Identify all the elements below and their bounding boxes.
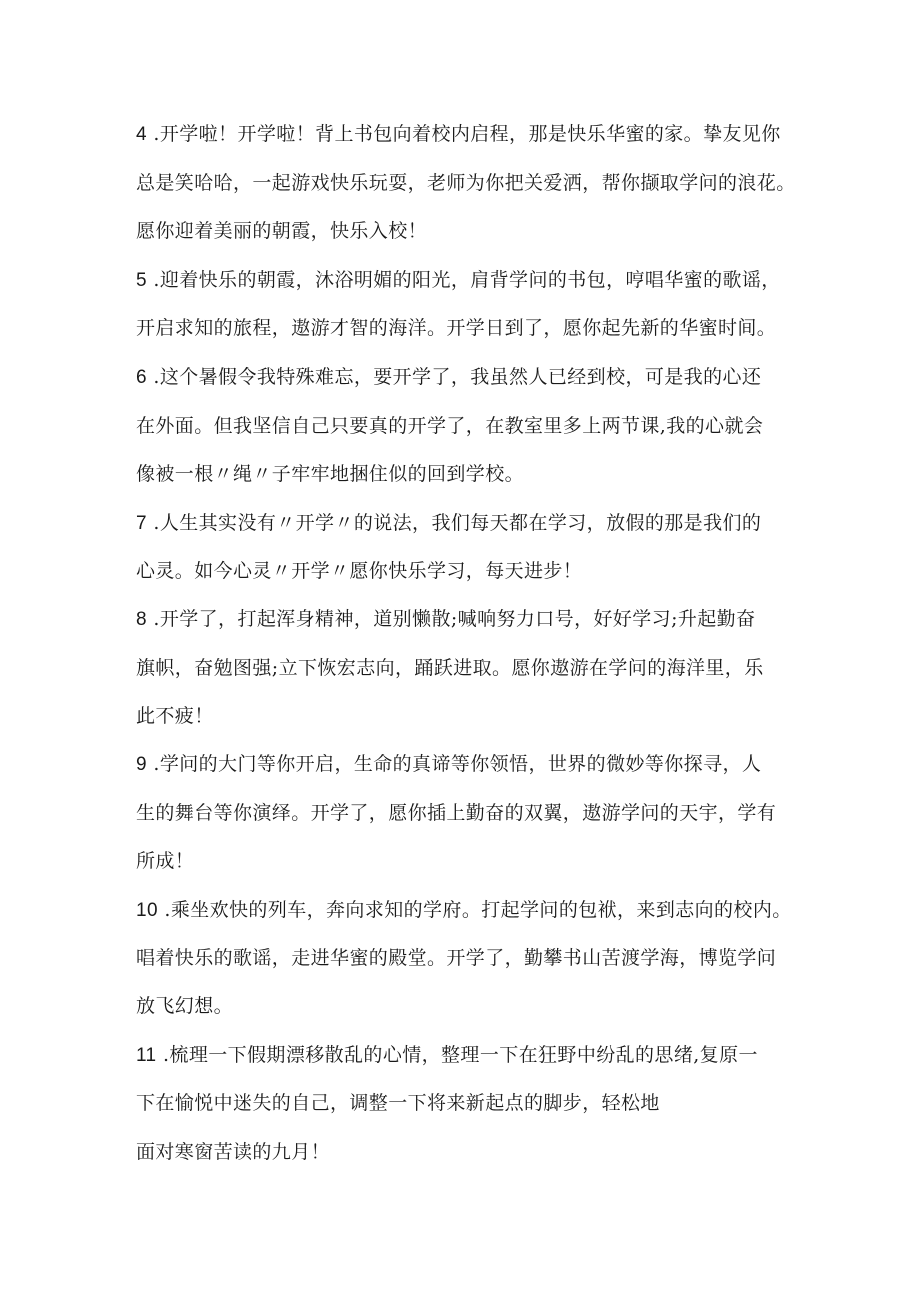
item-number: 6 bbox=[136, 367, 147, 388]
item-text: 旗帜，奋勉图强;立下恢宏志向，踊跃进取。愿你遨游在学问的海洋里，乐 bbox=[136, 657, 764, 679]
item-6-line-1 bbox=[136, 365, 761, 390]
item-4-line-2 bbox=[136, 171, 796, 195]
item-text: 心灵。如今心灵〃开学〃愿你快乐学习，每天进步！ bbox=[136, 560, 583, 582]
item-number: 5 bbox=[136, 270, 147, 291]
item-number: 9 bbox=[136, 754, 147, 775]
item-text: .开学了，打起浑身精神，道别懒散;喊响努力口号，好好学习;升起勤奋 bbox=[153, 608, 756, 630]
item-text: 唱着快乐的歌谣，走进华蜜的殿堂。开学了，勤攀书山苦渡学海，博览学问 bbox=[136, 947, 777, 969]
item-text: 面对寒窗苦读的九月！ bbox=[136, 1141, 331, 1163]
item-text: 下在愉悦中迷失的自己，调整一下将来新起点的脚步，轻松地 bbox=[136, 1092, 660, 1114]
item-text: 在外面。但我坚信自己只要真的开学了，在教室里多上两节课,我的心就会 bbox=[136, 415, 764, 437]
item-text: 生的舞台等你演绎。开学了，愿你插上勤奋的双翼，遨游学问的天宇，学有 bbox=[136, 802, 777, 824]
item-text: 像被一根〃绳〃子牢牢地捆住似的回到学校。 bbox=[136, 463, 525, 485]
item-number: 10 bbox=[136, 900, 158, 921]
item-10-line-1 bbox=[136, 898, 792, 923]
item-text: .梳理一下假期漂移散乱的心情，整理一下在狂野中纷乱的思绪,复原一 bbox=[162, 1044, 758, 1066]
item-text: 此不疲！ bbox=[136, 705, 214, 727]
item-10-line-2 bbox=[136, 946, 776, 970]
item-number: 4 bbox=[136, 124, 147, 145]
item-7-line-2 bbox=[136, 559, 582, 583]
item-4-line-1 bbox=[136, 122, 781, 147]
item-text: 愿你迎着美丽的朝霞，快乐入校！ bbox=[136, 220, 428, 242]
item-11-line-2 bbox=[136, 1091, 660, 1115]
item-number: 8 bbox=[136, 609, 147, 630]
item-4-line-3 bbox=[136, 219, 427, 243]
item-9-line-2 bbox=[136, 801, 776, 825]
item-11-line-3 bbox=[136, 1140, 330, 1164]
item-text: .这个暑假令我特殊难忘，要开学了，我虽然人已经到校，可是我的心还 bbox=[153, 366, 762, 388]
item-9-line-1 bbox=[136, 752, 761, 777]
item-text: 总是笑哈哈，一起游戏快乐玩耍，老师为你把关爱洒，帮你撷取学问的浪花。 bbox=[136, 172, 796, 194]
item-7-line-1 bbox=[136, 511, 761, 536]
item-number: 7 bbox=[136, 513, 147, 534]
item-text: .开学啦！开学啦！背上书包向着校内启程，那是快乐华蜜的家。挚友见你 bbox=[153, 123, 781, 145]
item-text: .乘坐欢快的列车，奔向求知的学府。打起学问的包袱，来到志向的校内。 bbox=[164, 899, 792, 921]
item-text: 放飞幻想。 bbox=[136, 995, 234, 1017]
item-6-line-3 bbox=[136, 462, 524, 486]
item-8-line-1 bbox=[136, 607, 755, 632]
item-10-line-3 bbox=[136, 994, 233, 1018]
item-8-line-2 bbox=[136, 656, 764, 680]
item-8-line-3 bbox=[136, 704, 214, 728]
item-6-line-2 bbox=[136, 414, 763, 438]
item-text: .迎着快乐的朝霞，沐浴明媚的阳光，肩背学问的书包，哼唱华蜜的歌谣， bbox=[153, 269, 781, 291]
item-text: .人生其实没有〃开学〃的说法，我们每天都在学习，放假的那是我们的 bbox=[153, 512, 762, 534]
item-11-line-1 bbox=[136, 1043, 758, 1068]
item-text: 所成！ bbox=[136, 850, 195, 872]
item-text: 开启求知的旅程，遨游才智的海洋。开学日到了，愿你起先新的华蜜时间。 bbox=[136, 317, 777, 339]
item-9-line-3 bbox=[136, 849, 194, 873]
item-5-line-2 bbox=[136, 316, 776, 340]
item-5-line-1 bbox=[136, 268, 781, 293]
item-number: 11 bbox=[136, 1045, 157, 1066]
item-text: .学问的大门等你开启，生命的真谛等你领悟，世界的微妙等你探寻，人 bbox=[153, 753, 762, 775]
